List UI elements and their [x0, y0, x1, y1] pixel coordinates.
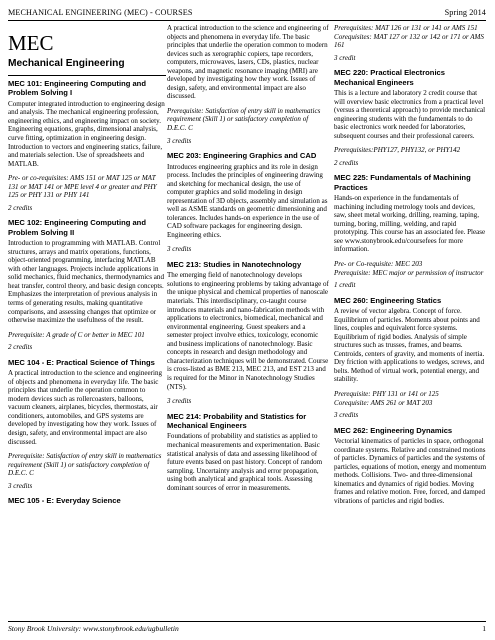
page-header [8, 7, 486, 21]
column-1 [8, 24, 166, 512]
course-credits: 3 credits [167, 136, 192, 145]
course-prerequisites: Pre- or Co-requisite: MEC 203 Prerequisite: MEC major or permission of instructor [334, 260, 484, 277]
course-credits: 3 credits [167, 397, 192, 406]
course-credits: 3 credits [167, 245, 192, 254]
course-prerequisites: Prerequisites: MAT 126 or 131 or 141 or AMS 151 Corequisites: MAT 127 or 132 or 142 or 171 or AMS 161 [334, 24, 484, 50]
course-mec-101 [8, 79, 166, 212]
course-mec-214 [167, 412, 329, 493]
course-title: MEC 260: Engineering Statics [334, 295, 442, 305]
course-credits: 2 credits [334, 158, 359, 167]
course-prerequisites: Prerequisite: A grade of C or better in MEC 101 [8, 330, 145, 339]
course-title: MEC 262: Engineering Dynamics [334, 425, 453, 435]
course-mec-220 [334, 68, 488, 167]
course-credits: 2 credits [8, 203, 33, 212]
course-description: A practical introduction to the science and engineering of objects and phenomena in everyday life. The basic principles that underlie the operation common to modern devices such as rollercoasters, balloons, vacuum cleaners, airplanes, bicycles, thermostats, air conditioners, automobiles, and GPS systems are developed by investigating how they work. Issues of design, safety, and environmental impact are also discussed. [8, 369, 162, 446]
course-description: This is a lecture and laboratory 2 credit course that will overview basic electronics from a practical level (versus a theoretical approach) to provide mechanical engineering students with the fundamentals to do basic electronics work needed for laboratories, subsequent courses and their professional careers. [334, 89, 486, 140]
course-credits: 3 credits [334, 411, 359, 420]
page-number: 1 [482, 624, 486, 633]
course-prerequisites: Prerequisite: Satisfaction of entry skill in mathematics requirement (Skill 1) or satisfactory completion of D.E.C. C [8, 452, 162, 478]
course-mec-213 [167, 260, 329, 406]
course-description: Vectorial kinematics of particles in space, orthogonal coordinate systems. Relative and constrained motions of particles. Dynamics of particles and the systems of particles, equations of motion, energy and momentum methods. Collisions. Two- and three-dimensional kinematics and dynamics of rigid bodies. Moving frames and relative motion. Free, forced, and damped vibrations of particles and rigid bodies. [334, 437, 487, 505]
course-mec-104 [8, 358, 166, 491]
column-2 [167, 24, 329, 498]
course-title: MEC 102: Engineering Computing and Problem Solving II [8, 218, 146, 237]
course-credits: 1 credit [334, 281, 356, 290]
course-mec-260 [334, 296, 488, 420]
course-mec-203 [167, 151, 329, 254]
header-term: Spring 2014 [444, 8, 486, 17]
course-description: A practical introduction to the science and engineering of objects and phenomena in everyday life. The basic principles that underlie the operation common to modern devices such as xerographic copiers, tape recorders, computers, microwaves, lasers, CDs, plastics, nuclear weapons, and magnetic resonance imaging (MRI) are developed by investigating how they work. Issues of design, safety, and environmental impact are also discussed. [167, 24, 329, 101]
course-title: MEC 203: Engineering Graphics and CAD [167, 151, 317, 161]
course-title: MEC 104 - E: Practical Science of Things [8, 357, 155, 367]
course-mec-102 [8, 218, 166, 351]
course-title: MEC 105 - E: Everyday Science [8, 496, 121, 506]
course-description: The emerging field of nanotechnology develops solutions to engineering problems by taking advantage of the unique physical and chemical properties of nanoscale materials. This interdisciplinary, co-taught course introduces materials and nano-fabrication methods with applications to electronics, biomedical, mechanical and environmental engineering. Guest speakers and a semester project involve ethics, toxicology, economic and business implications of nanotechnology. Basic concepts in research and design methodology and characterization techniques will be demonstrated. Course is cross-listed as BME 213, MEC 213, and EST 213 and is required for the Minor in Nanotechnology Studies (NTS). [167, 271, 329, 391]
column-3 [334, 24, 488, 511]
course-mec-225 [334, 173, 488, 289]
course-description: A review of vector algebra. Concept of force. Equilibrium of particles. Moments about points and lines, couples and equivalent force systems. Equilibrium of rigid bodies. Analysis of simple structures such as trusses, frames, and beams. Centroids, centers of gravity, and moments of inertia. Dry friction with applications to wedges, screws, and belts. Method of virtual work, potential energy, and stability. [334, 307, 485, 384]
course-description: Introduces engineering graphics and its role in design process. Includes the principles of engineering drawing and sketching for mechanical design, the use of computer graphics and solid modeling in design representation of 3D objects, assembly and simulation as well as ASME standards on geometric dimensioning and tolerances. Includes hands-on experience in the use of CAD software packages for engineering design. Engineering ethics. [167, 162, 328, 239]
course-mec-105-continued [167, 24, 329, 145]
course-description: Introduction to programming with MATLAB. Control structures, arrays and matrix operations, functions, object-oriented programming, interfacing MATLAB with other languages. Projects include applications in solid mechanics, fluid mechanics, thermodynamics and heat transfer, control theory, and basic design concepts. Emphasizes the interpretation of previous analysis in terms of generating results, making quantitative comparisons, and assessing changes that optimize or otherwise maximize the usefulness of the result. [8, 239, 164, 325]
course-prerequisites: Pre- or co-requisites: AMS 151 or MAT 125 or MAT 131 or MAT 141 or MPE level 4 or greater and PHY 125 or PHY 131 or PHY 141 [8, 174, 157, 200]
course-title: MEC 214: Probability and Statistics for Mechanical Engineers [167, 411, 307, 430]
course-mec-105-start [8, 496, 166, 505]
course-title: MEC 220: Practical Electronics Mechanical Engineers [334, 68, 446, 87]
course-prerequisites: Prerequisites:PHY127, PHY132, or PHY142 [334, 146, 461, 155]
course-description: Foundations of probability and statistics as applied to mechanical measurements and experimentation. Basic statistical analysis of data and assessing likelihood of future events based on past history. Concept of random sampling. Uncertainty analysis and error propagation, using both analytical and graphical tools. Assessing dominant sources of error in measurements. [167, 432, 323, 492]
course-description: Computer integrated introduction to engineering design and analysis. The mechanical engineering profession, engineering ethics, and engineering impact on society. Engineering equations, graphs, dimensional analysis, curve fitting, optimization in engineering design. Introduction to vectors and engineering statics, failure, and materials selection. Use of spreadsheets and MATLAB. [8, 99, 165, 168]
course-title: MEC 101: Engineering Computing and Problem Solving I [8, 79, 146, 98]
header-title: MECHANICAL ENGINEERING (MEC) - COURSES [8, 8, 193, 17]
course-description: Hands-on experience in the fundamentals of machining including metrology tools and devices, saw, sheet metal working, drilling, reaming, taping, turning, boring, milling, welding, and rapid prototyping. This course has an associated fee. Please see www.stonybrook.edu/coursefees for more information. [334, 194, 486, 254]
course-title: MEC 213: Studies in Nanotechnology [167, 259, 302, 269]
page-footer [8, 621, 486, 635]
course-credits: 2 credits [8, 343, 33, 352]
course-mec-214-continued [334, 24, 488, 62]
department-name: Mechanical Engineering [8, 58, 166, 76]
course-prerequisites: Prerequisite: PHY 131 or 141 or 125 Corequisite: AMS 261 or MAT 203 [334, 389, 439, 407]
course-credits: 3 credit [334, 53, 356, 62]
course-prerequisites: Prerequisite: Satisfaction of entry skill in mathematics requirement (Skill 1) or satisfactory completion of D.E.C. C [167, 106, 321, 133]
footer-source: Stony Brook University: www.stonybrook.edu/ugbulletin [8, 624, 179, 633]
department-code: MEC [8, 31, 54, 55]
course-mec-262 [334, 426, 488, 506]
course-title: MEC 225: Fundamentals of Machining Practices [334, 173, 471, 192]
course-credits: 3 credits [8, 481, 33, 490]
